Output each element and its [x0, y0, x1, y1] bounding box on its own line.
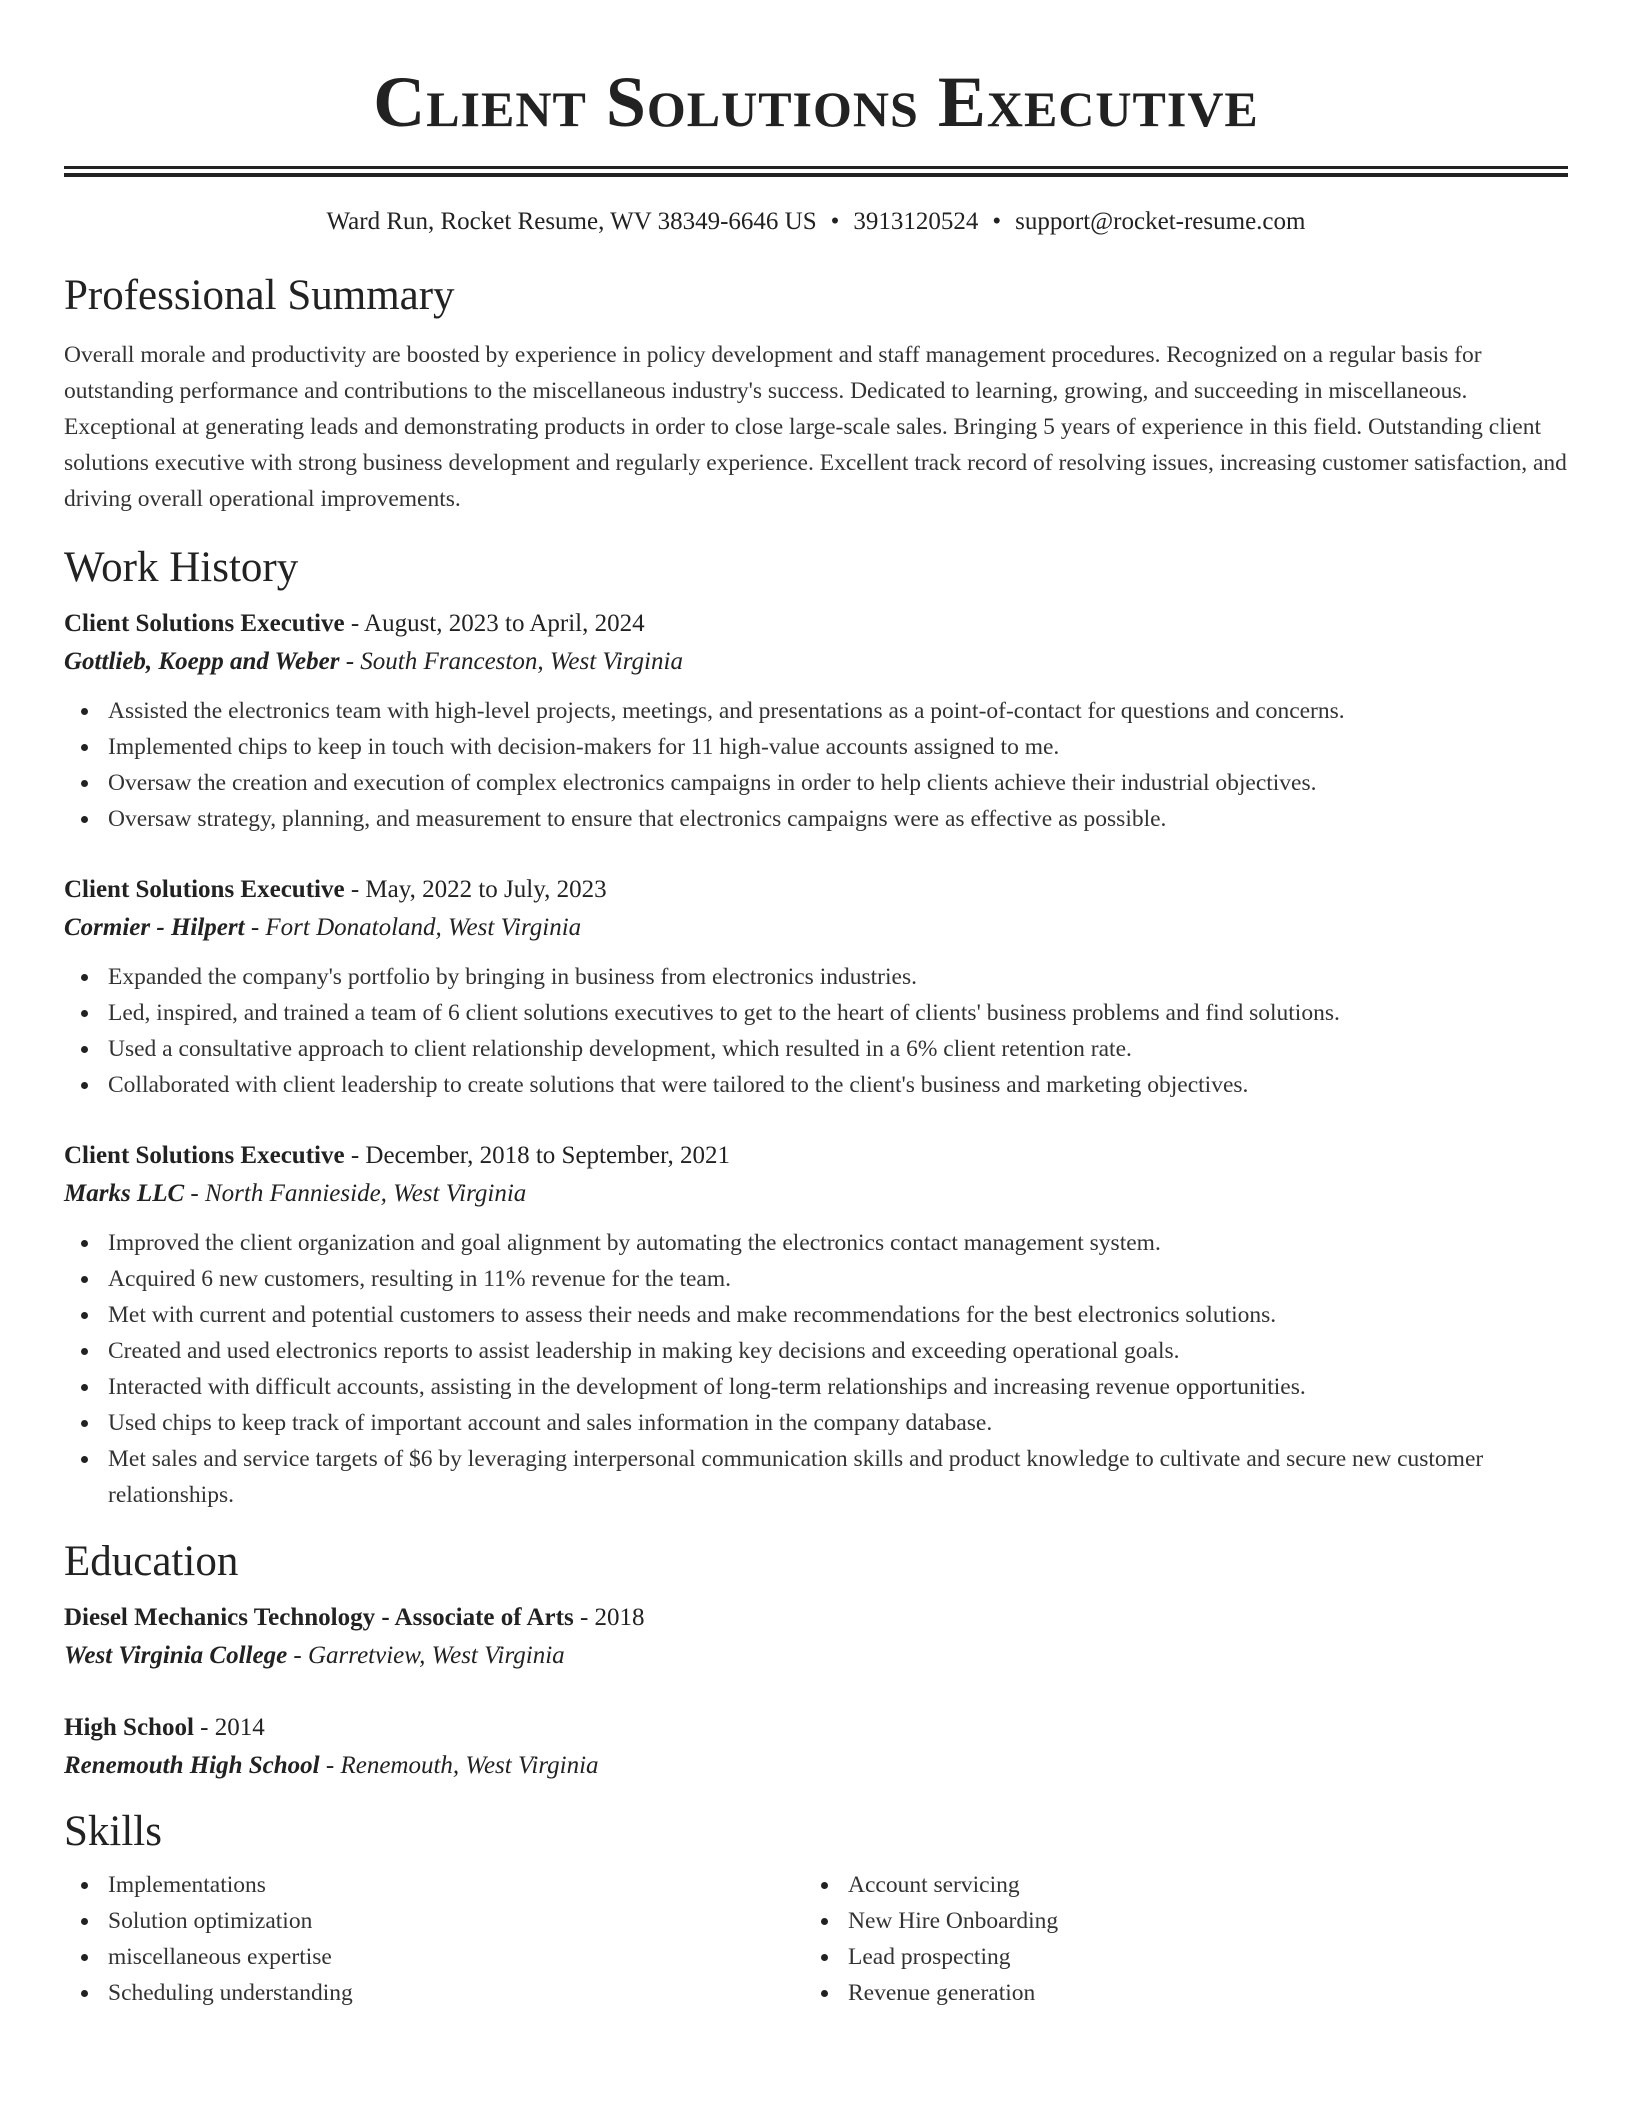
- job-entry: [64, 1137, 1568, 1513]
- school-name: West Virginia College: [64, 1642, 288, 1669]
- contact-address: Ward Run, Rocket Resume, WV 38349-6646 US: [326, 208, 817, 235]
- degree-line: [64, 1599, 1568, 1637]
- job-title: Client Solutions Executive: [64, 876, 345, 903]
- skill-item: Revenue generation: [848, 1975, 1544, 2011]
- job-title-line: [64, 871, 1568, 909]
- contact-email: support@rocket-resume.com: [1015, 208, 1306, 235]
- skill-item: Lead prospecting: [848, 1939, 1544, 1975]
- list-item: Interacted with difficult accounts, assisting in the development of long-term relationships and increasing revenue opportunities.: [108, 1369, 1568, 1405]
- company-line: [64, 909, 1568, 947]
- list-item: Created and used electronics reports to assist leadership in making key decisions and exceeding operational goals.: [108, 1333, 1568, 1369]
- job-entry: [64, 871, 1568, 1103]
- job-title-line: [64, 1137, 1568, 1175]
- skills-column-right: [804, 1867, 1544, 2011]
- work-history-heading: Work History: [64, 544, 299, 591]
- job-bullets: [64, 693, 1568, 837]
- skill-item: Scheduling understanding: [108, 1975, 804, 2011]
- skill-item: Implementations: [108, 1867, 804, 1903]
- list-item: Oversaw strategy, planning, and measurement to ensure that electronics campaigns were as effective as possible.: [108, 801, 1568, 837]
- skill-item: Account servicing: [848, 1867, 1544, 1903]
- skill-item: New Hire Onboarding: [848, 1903, 1544, 1939]
- skill-item: Solution optimization: [108, 1903, 804, 1939]
- list-item: Used a consultative approach to client relationship development, which resulted in a 6% client retention rate.: [108, 1031, 1568, 1067]
- school-name: Renemouth High School: [64, 1752, 320, 1779]
- job-bullets: [64, 1225, 1568, 1513]
- degree-year: - 2014: [193, 1714, 265, 1741]
- job-dates: - August, 2023 to April, 2024: [344, 610, 645, 637]
- list-item: Met sales and service targets of $6 by leveraging interpersonal communication skills and product knowledge to cultivate and secure new customer relationships.: [108, 1441, 1568, 1513]
- job-title: Client Solutions Executive: [64, 1142, 345, 1169]
- degree-name: Diesel Mechanics Technology - Associate of Arts: [64, 1604, 574, 1631]
- school-location: - Renemouth, West Virginia: [319, 1752, 599, 1779]
- contact-line: [64, 205, 1568, 239]
- skill-item: miscellaneous expertise: [108, 1939, 804, 1975]
- degree-line: [64, 1709, 1568, 1747]
- degree-year: - 2018: [573, 1604, 645, 1631]
- skills-list: [64, 1867, 804, 2011]
- job-dates: - May, 2022 to July, 2023: [344, 876, 607, 903]
- company-location: - Fort Donatoland, West Virginia: [244, 914, 582, 941]
- bullet-separator: •: [992, 208, 1002, 235]
- job-bullets: [64, 959, 1568, 1103]
- job-entry: [64, 605, 1568, 837]
- skills-grid: [64, 1867, 1568, 2011]
- company-line: [64, 643, 1568, 681]
- company-name: Marks LLC: [64, 1180, 185, 1207]
- work-history-list: [64, 605, 1568, 1513]
- job-dates: - December, 2018 to September, 2021: [344, 1142, 730, 1169]
- list-item: Collaborated with client leadership to create solutions that were tailored to the client's business and marketing objectives.: [108, 1067, 1568, 1103]
- list-item: Expanded the company's portfolio by bringing in business from electronics industries.: [108, 959, 1568, 995]
- candidate-name: Client Solutions Executive: [373, 62, 1259, 142]
- school-location: - Garretview, West Virginia: [287, 1642, 565, 1669]
- bullet-separator: •: [830, 208, 840, 235]
- list-item: Acquired 6 new customers, resulting in 11% revenue for the team.: [108, 1261, 1568, 1297]
- list-item: Assisted the electronics team with high-level projects, meetings, and presentations as a point-of-contact for questions and concerns.: [108, 693, 1568, 729]
- company-name: Cormier - Hilpert: [64, 914, 245, 941]
- list-item: Met with current and potential customers to assess their needs and make recommendations for the best electronics solutions.: [108, 1297, 1568, 1333]
- company-line: [64, 1175, 1568, 1213]
- list-item: Improved the client organization and goal alignment by automating the electronics contact management system.: [108, 1225, 1568, 1261]
- skills-list: [804, 1867, 1544, 2011]
- education-heading: Education: [64, 1538, 239, 1585]
- education-entry: [64, 1599, 1568, 1675]
- education-entry: [64, 1709, 1568, 1785]
- school-line: [64, 1637, 1568, 1675]
- degree-name: High School: [64, 1714, 194, 1741]
- list-item: Used chips to keep track of important account and sales information in the company database.: [108, 1405, 1568, 1441]
- contact-phone: 3913120524: [853, 208, 979, 235]
- list-item: Oversaw the creation and execution of complex electronics campaigns in order to help clients achieve their industrial objectives.: [108, 765, 1568, 801]
- list-item: Led, inspired, and trained a team of 6 client solutions executives to get to the heart of clients' business problems and find solutions.: [108, 995, 1568, 1031]
- job-title: Client Solutions Executive: [64, 610, 345, 637]
- list-item: Implemented chips to keep in touch with decision-makers for 11 high-value accounts assigned to me.: [108, 729, 1568, 765]
- summary-heading: Professional Summary: [64, 272, 455, 319]
- skills-heading: Skills: [64, 1808, 162, 1855]
- school-line: [64, 1747, 1568, 1785]
- company-location: - North Fannieside, West Virginia: [184, 1180, 527, 1207]
- header-double-rule: [64, 166, 1568, 177]
- summary-text: Overall morale and productivity are boosted by experience in policy development and staff management procedures. Recognized on a regular basis for outstanding performance and contributions to the miscellaneous industry's success. Dedicated to learning, growing, and succeeding in miscellaneous. Exceptional at generating leads and demonstrating products in order to close large-scale sales. Bringing 5 years of experience in this field. Outstanding client solutions executive with strong business development and regularly experience. Excellent track record of resolving issues, increasing customer satisfaction, and driving overall operational improvements.: [64, 342, 1567, 512]
- job-title-line: [64, 605, 1568, 643]
- skills-column-left: [64, 1867, 804, 2011]
- company-location: - South Franceston, West Virginia: [339, 648, 683, 675]
- company-name: Gottlieb, Koepp and Weber: [64, 648, 340, 675]
